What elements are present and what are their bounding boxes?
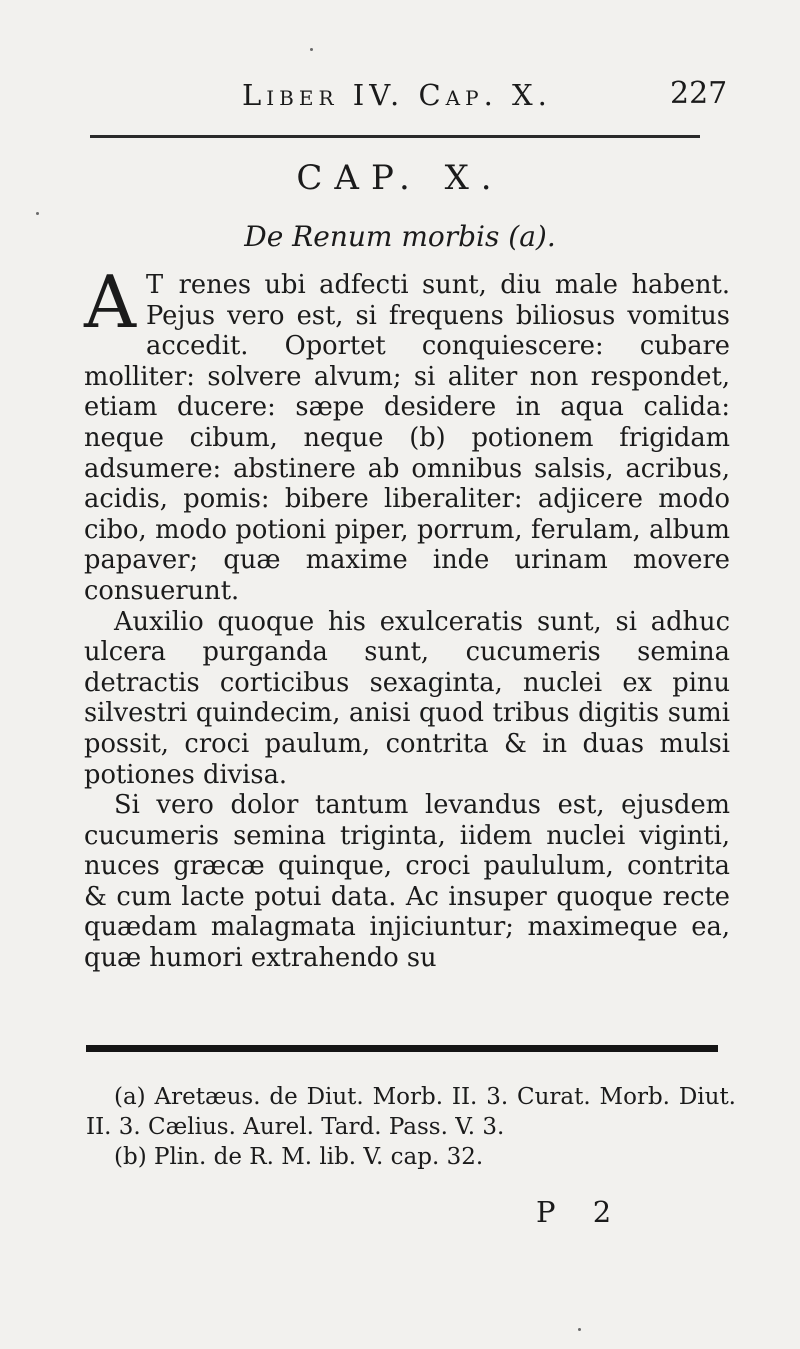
paper-speck [36,212,39,215]
paragraph: Si vero dolor tantum levandus est, ejusdem cucumeris semina triginta, iidem nuclei viginti, nuces græcæ quinque, croci paululum, contrita & cum lacte potui data. Ac insuper quoque recte quædam malagmata injiciuntur; maximeque ea, quæ humori extrahendo su [84,790,730,974]
first-word: T [146,270,166,300]
body-text [84,260,730,974]
running-head: Liber IV. Cap. X. [242,78,552,112]
footnotes [86,1082,736,1172]
footnote-a: (a) Aretæus. de Diut. Morb. II. 3. Curat. Morb. Diut. II. 3. Cælius. Aurel. Tard. Pass. V. 3. [86,1084,736,1140]
chapter-title: CAP. X. [296,158,504,198]
chapter-subtitle: De Renum morbis (a). [244,220,556,253]
signature-mark: P 2 [536,1195,626,1229]
footnote-b: (b) Plin. de R. M. lib. V. cap. 32. [114,1144,484,1170]
header-rule [90,135,700,138]
paragraph-text: renes ubi adfecti sunt, diu male habent. Pejus vero est, si frequens biliosus vomitus accedit. Oportet conquiescere: cubare molliter: solvere alvum; si aliter non respondet, etiam ducere: sæpe desidere in aqua calida: neque cibum, neque (b) potionem frigidam adsumere: abstinere ab omnibus salsis, acribus, acidis, pomis: bibere liberaliter: adjicere modo cibo, modo potioni piper, porrum, ferulam, album papaver; quæ maxime inde urinam movere consuerunt. [84,270,730,606]
page-number: 227 [670,76,728,111]
paper-speck [310,48,313,51]
paragraph: Auxilio quoque his exulceratis sunt, si adhuc ulcera purganda sunt, cucumeris semina detractis corticibus sexaginta, nuclei ex pinu silvestri quindecim, anisi quod tribus digitis sumi possit, croci paulum, contrita & in duas mulsi potiones divisa. [84,606,730,790]
paragraph [84,260,730,607]
drop-cap: A [84,260,136,344]
paper-speck [578,1328,581,1331]
footnote-rule [86,1045,718,1052]
